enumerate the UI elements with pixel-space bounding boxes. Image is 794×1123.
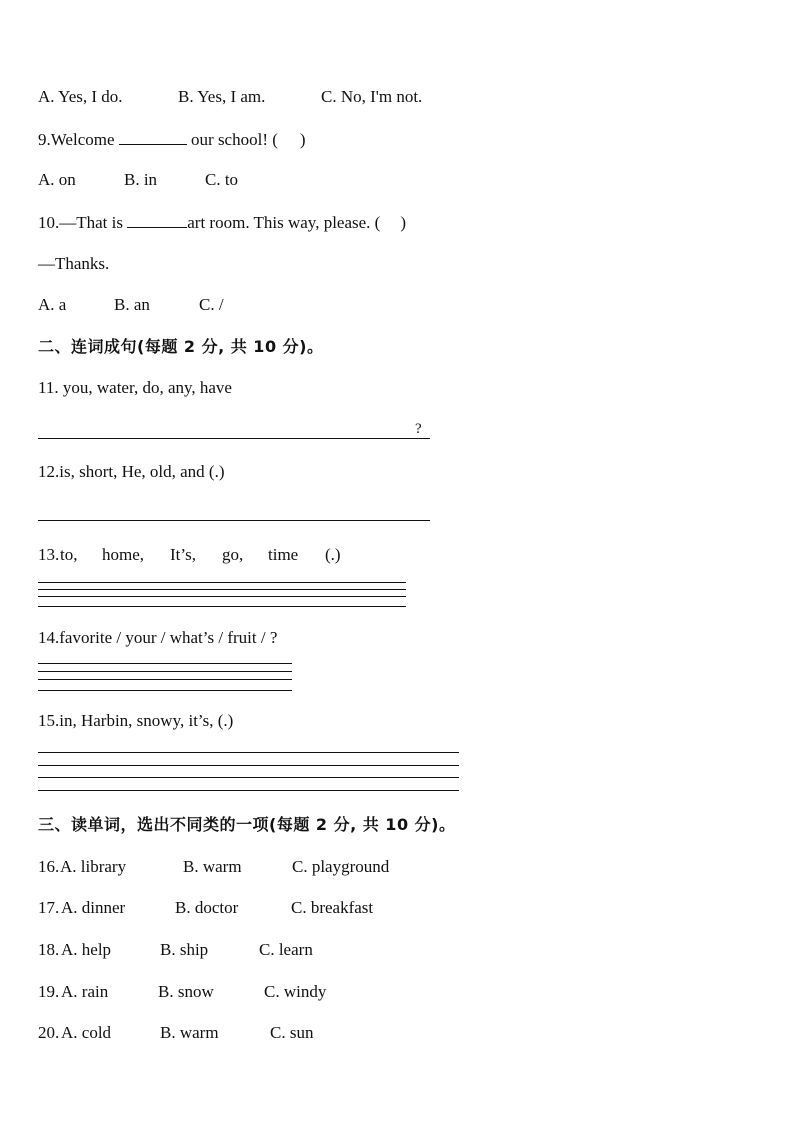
q17-option-b[interactable]: B. doctor — [175, 898, 239, 917]
q13-writing-line-3[interactable] — [38, 596, 406, 597]
q12-words: is, short, He, old, and (.) — [59, 462, 225, 481]
q17-number: 17. — [38, 898, 60, 917]
q9-option-c[interactable]: C. to — [205, 170, 239, 189]
q9-options — [38, 170, 438, 190]
q13-writing-line-2[interactable] — [38, 589, 406, 590]
q12-answer-line[interactable] — [38, 520, 430, 521]
q19-number: 19. — [38, 982, 60, 1001]
q9-paren-close: ) — [299, 130, 306, 149]
q14-writing-line-2[interactable] — [38, 671, 292, 672]
q12-number: 12. — [38, 462, 60, 481]
q10-text-after: art room. This way, please. ( — [187, 213, 381, 232]
q13-number: 13. — [38, 545, 60, 564]
question-19 — [38, 982, 458, 1002]
q9-text-after: our school! ( — [186, 130, 278, 149]
q16-option-b[interactable]: B. warm — [183, 857, 242, 876]
q11-number: 11 — [38, 378, 55, 397]
q10-text-before: —That is — [59, 213, 128, 232]
q13-writing-line-1[interactable] — [38, 582, 406, 583]
q16-option-c[interactable]: C. playground — [292, 857, 390, 876]
q10-number: 10. — [38, 213, 60, 232]
q10-reply: —Thanks. — [38, 254, 110, 273]
q13-word-4: go, — [222, 545, 244, 564]
q13-writing-line-4[interactable] — [38, 606, 406, 607]
q19-option-c[interactable]: C. windy — [264, 982, 327, 1001]
q13-word-1: to, — [60, 545, 78, 564]
q13-word-6: (.) — [325, 545, 341, 564]
q11-words: . you, water, do, any, have — [54, 378, 232, 397]
question-9 — [38, 129, 306, 150]
q15-words: in, Harbin, snowy, it’s, (.) — [59, 711, 234, 730]
question-18 — [38, 940, 458, 960]
q19-option-b[interactable]: B. snow — [158, 982, 214, 1001]
q16-number: 16. — [38, 857, 60, 876]
q18-number: 18. — [38, 940, 60, 959]
question-10 — [38, 212, 406, 233]
q8-options — [38, 87, 538, 107]
q8-option-b[interactable]: B. Yes, I am. — [178, 87, 266, 106]
q13-word-2: home, — [102, 545, 145, 564]
q14-number: 14. — [38, 628, 60, 647]
q14-writing-line-1[interactable] — [38, 663, 292, 664]
q9-blank[interactable] — [119, 129, 187, 145]
q13-word-5: time — [268, 545, 299, 564]
q8-option-a[interactable]: A. Yes, I do. — [38, 87, 123, 106]
question-17 — [38, 898, 458, 918]
q20-option-b[interactable]: B. warm — [160, 1023, 219, 1042]
q9-text-before: Welcome — [50, 130, 119, 149]
q11-answer-line[interactable] — [38, 438, 430, 439]
q18-option-a[interactable]: A. help — [61, 940, 112, 959]
q9-option-a[interactable]: A. on — [38, 170, 76, 189]
q9-option-b[interactable]: B. in — [124, 170, 158, 189]
q10-option-c[interactable]: C. / — [199, 295, 224, 314]
q10-option-a[interactable]: A. a — [38, 295, 67, 314]
q18-option-b[interactable]: B. ship — [160, 940, 209, 959]
q10-option-b[interactable]: B. an — [114, 295, 150, 314]
q10-paren-close: ) — [400, 213, 407, 232]
q16-option-a[interactable]: A. library — [60, 857, 127, 876]
question-13 — [38, 545, 378, 565]
q13-word-3: It’s, — [170, 545, 196, 564]
question-15 — [38, 711, 233, 731]
q8-option-c[interactable]: C. No, I'm not. — [321, 87, 423, 106]
question-14 — [38, 628, 277, 648]
q10-blank[interactable] — [127, 212, 187, 228]
q18-option-c[interactable]: C. learn — [259, 940, 313, 959]
q15-writing-line-4[interactable] — [38, 790, 459, 791]
q20-option-a[interactable]: A. cold — [61, 1023, 112, 1042]
q15-writing-line-3[interactable] — [38, 777, 459, 778]
q20-option-c[interactable]: C. sun — [270, 1023, 314, 1042]
q11-question-mark: ? — [415, 421, 422, 437]
q9-number: 9. — [38, 130, 51, 149]
q14-writing-line-3[interactable] — [38, 679, 292, 680]
q17-option-c[interactable]: C. breakfast — [291, 898, 374, 917]
question-20 — [38, 1023, 458, 1043]
section-3-title: 三、读单词，选出不同类的一项(每题 2 分, 共 10 分)。 — [38, 815, 456, 834]
question-12 — [38, 462, 225, 482]
q15-writing-line-2[interactable] — [38, 765, 459, 766]
q10-options — [38, 295, 438, 315]
question-11 — [38, 378, 232, 398]
section-2-title: 二、连词成句(每题 2 分, 共 10 分)。 — [38, 337, 324, 356]
q14-writing-line-4[interactable] — [38, 690, 292, 691]
question-16 — [38, 857, 458, 877]
q19-option-a[interactable]: A. rain — [61, 982, 109, 1001]
q14-words: favorite / your / what’s / fruit / ? — [59, 628, 278, 647]
q20-number: 20. — [38, 1023, 60, 1042]
q15-writing-line-1[interactable] — [38, 752, 459, 753]
q17-option-a[interactable]: A. dinner — [61, 898, 126, 917]
q15-number: 15. — [38, 711, 60, 730]
